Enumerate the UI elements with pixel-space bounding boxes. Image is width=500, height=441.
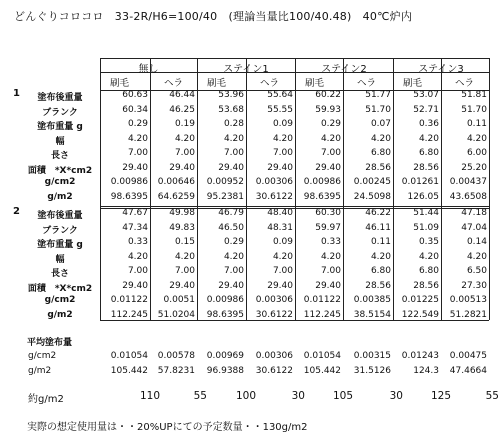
table-cell: 0.11 [466,119,487,129]
page-title: どんぐりコロコロ 33-2R/H6=100/40 (理論当量比100/40.48) 40℃炉内 [14,10,413,23]
table-cell: 48.40 [267,208,293,218]
condition-header: ステイン2 [321,64,367,75]
table-cell: 4.20 [370,133,391,144]
condition-header: ステイン3 [418,64,464,75]
table-cell: 60.63 [122,90,148,100]
table-cell: 47.18 [461,208,487,218]
table-cell: 0.01225 [401,295,439,305]
approx-cell: 105 [332,390,353,402]
table-cell: 0.00513 [449,295,487,305]
approx-row-label: 約g/m2 [28,394,64,405]
table-cell: 7.00 [272,266,293,276]
table-cell: 122.549 [401,309,439,320]
table-cell: 0.15 [174,237,195,247]
table-cell: 7.00 [272,148,293,158]
table-cell: 51.70 [365,104,391,115]
table-cell: 51.70 [461,104,487,115]
table-cell: 4.20 [466,251,487,262]
row-label: ブランク [42,225,78,236]
summary-cell: 96.9388 [206,366,244,376]
row-label: g/cm2 [44,177,76,187]
table-cell: 4.20 [370,251,391,262]
summary-cell: 105.442 [303,366,341,376]
table-cell: 59.93 [315,104,341,115]
brush-header: 刷毛 [403,78,423,89]
usage-note: 実際の想定使用量は・・20%UPにての予定数量・・130g/m2 [27,422,308,433]
table-cell: 38.5154 [353,309,391,320]
table-cell: 7.00 [223,148,244,158]
table-cell: 46.50 [218,222,244,233]
table-cell: 27.30 [461,280,487,291]
table-cell: 4.20 [174,133,195,144]
summary-cell: 57.8231 [157,366,195,376]
table-cell: 0.0051 [163,295,195,305]
brush-header: 刷毛 [207,78,227,89]
table-cell: 0.28 [223,119,244,129]
table-cell: 49.98 [169,208,195,218]
table-cell: 46.79 [218,208,244,218]
table-cell: 64.6259 [157,191,195,202]
table-cell: 4.20 [223,251,244,262]
table-cell: 24.5098 [353,191,391,202]
table-cell: 29.40 [169,280,195,291]
table-cell: 98.6395 [303,191,341,202]
table-cell: 30.6122 [255,191,293,202]
summary-cell: 124.3 [413,366,439,376]
table-cell: 4.20 [127,133,148,144]
table-cell: 0.00437 [449,177,487,187]
grid-line [100,320,489,321]
row-label: 面積 *X*cm2 [27,165,93,176]
table-cell: 0.00646 [157,177,195,187]
table-cell: 28.56 [365,162,391,173]
summary-row-label: g/cm2 [28,351,57,361]
summary-cell: 0.01054 [110,351,148,361]
table-cell: 98.6395 [206,309,244,320]
group-number: 1 [13,88,20,99]
approx-cell: 30 [291,390,305,402]
spatula-header: ヘラ [357,78,377,89]
table-cell: 6.80 [418,148,439,158]
table-cell: 0.01122 [303,295,341,305]
table-cell: 29.40 [218,280,244,291]
spatula-header: ヘラ [260,78,280,89]
table-cell: 29.40 [315,162,341,173]
table-cell: 46.11 [365,222,391,233]
summary-cell: 30.6122 [255,366,293,376]
summary-cell: 0.00475 [449,351,487,361]
table-cell: 0.11 [370,237,391,247]
summary-cell: 0.00306 [255,351,293,361]
table-cell: 4.20 [272,133,293,144]
table-cell: 0.33 [320,237,341,247]
table-cell: 0.33 [127,237,148,247]
approx-cell: 30 [389,390,403,402]
row-label: 塗布後重量 [37,93,83,103]
table-cell: 51.09 [413,222,439,233]
table-cell: 0.36 [418,119,439,129]
table-cell: 29.40 [267,162,293,173]
table-cell: 47.04 [461,222,487,233]
table-cell: 53.68 [218,104,244,115]
summary-cell: 0.00969 [206,351,244,361]
row-label: 面積 *X*cm2 [27,283,93,294]
row-label: 塗布後重量 [37,211,83,221]
table-cell: 30.6122 [255,309,293,320]
table-cell: 46.25 [169,104,195,115]
table-cell: 28.56 [413,280,439,291]
table-cell: 112.245 [303,309,341,320]
table-cell: 29.40 [169,162,195,173]
table-cell: 29.40 [315,280,341,291]
table-cell: 0.29 [320,119,341,129]
approx-cell: 55 [485,390,499,402]
table-cell: 4.20 [223,133,244,144]
summary-cell: 0.00578 [157,351,195,361]
table-cell: 29.40 [122,280,148,291]
table-cell: 48.31 [267,222,293,233]
table-cell: 59.97 [315,222,341,233]
table-cell: 0.00986 [303,177,341,187]
table-cell: 0.01261 [401,177,439,187]
table-cell: 47.67 [122,208,148,218]
table-cell: 4.20 [320,251,341,262]
brush-header: 刷毛 [305,78,325,89]
table-cell: 7.00 [127,148,148,158]
table-cell: 6.80 [370,148,391,158]
table-cell: 51.44 [413,208,439,218]
table-cell: 0.00952 [206,177,244,187]
table-cell: 0.00306 [255,295,293,305]
table-cell: 0.00986 [110,177,148,187]
table-cell: 51.0204 [157,309,195,320]
table-cell: 4.20 [272,251,293,262]
table-cell: 60.30 [315,208,341,218]
summary-row-label: g/m2 [28,366,52,376]
table-cell: 28.56 [365,280,391,291]
row-label: 幅 [55,136,65,147]
summary-cell: 0.00315 [353,351,391,361]
row-label: g/m2 [47,191,73,202]
table-cell: 7.00 [174,266,195,276]
summary-cell: 0.01054 [303,351,341,361]
table-cell: 4.20 [320,133,341,144]
table-cell: 46.22 [365,208,391,218]
table-cell: 60.22 [315,90,341,100]
summary-cell: 47.4664 [449,366,487,376]
table-cell: 4.20 [466,133,487,144]
table-cell: 0.09 [272,119,293,129]
table-cell: 29.40 [122,162,148,173]
table-cell: 126.05 [407,191,439,202]
table-cell: 0.35 [418,237,439,247]
table-cell: 0.19 [174,119,195,129]
table-cell: 6.50 [466,266,487,276]
table-cell: 49.83 [169,222,195,233]
table-cell: 55.64 [267,90,293,100]
table-cell: 43.6508 [449,191,487,202]
table-cell: 0.29 [223,237,244,247]
table-cell: 51.77 [365,90,391,100]
table-cell: 95.2381 [206,191,244,202]
table-cell: 51.2821 [449,309,487,320]
row-label: 塗布重量 g [37,122,83,132]
table-cell: 51.81 [461,90,487,100]
row-label: 幅 [55,254,65,265]
table-cell: 52.71 [413,104,439,115]
approx-cell: 55 [193,390,207,402]
spatula-header: ヘラ [164,78,184,89]
row-label: ブランク [42,107,78,118]
table-cell: 4.20 [418,133,439,144]
table-cell: 6.80 [418,266,439,276]
table-cell: 7.00 [127,266,148,276]
table-cell: 98.6395 [110,191,148,202]
table-cell: 4.20 [127,251,148,262]
table-cell: 6.00 [466,148,487,158]
table-cell: 60.34 [122,104,148,115]
brush-header: 刷毛 [110,78,130,89]
table-cell: 4.20 [174,251,195,262]
table-cell: 6.80 [370,266,391,276]
summary-title: 平均塗布量 [27,338,73,348]
row-label: 長さ [50,151,69,161]
summary-cell: 31.5126 [353,366,391,376]
table-cell: 0.00385 [353,295,391,305]
row-label: 塗布重量 g [37,240,83,250]
spatula-header: ヘラ [455,78,475,89]
row-label: g/m2 [47,309,73,320]
approx-cell: 125 [430,390,451,402]
table-cell: 4.20 [418,251,439,262]
condition-header: ステイン1 [223,64,269,75]
table-cell: 46.44 [169,90,195,100]
row-label: g/cm2 [44,295,76,305]
grid-line [489,58,490,320]
table-cell: 0.00306 [255,177,293,187]
table-cell: 7.00 [223,266,244,276]
table-cell: 0.14 [466,237,487,247]
row-label: 長さ [50,269,69,279]
table-cell: 7.00 [320,148,341,158]
table-cell: 0.00245 [353,177,391,187]
table-cell: 53.07 [413,90,439,100]
table-cell: 29.40 [267,280,293,291]
approx-cell: 110 [139,390,160,402]
table-cell: 7.00 [174,148,195,158]
table-cell: 0.01122 [110,295,148,305]
table-cell: 0.09 [272,237,293,247]
condition-header: 無し [138,64,159,75]
table-cell: 53.96 [218,90,244,100]
summary-cell: 105.442 [110,366,148,376]
table-cell: 28.56 [413,162,439,173]
summary-cell: 0.01243 [401,351,439,361]
table-cell: 25.20 [461,162,487,173]
table-cell: 55.55 [267,104,293,115]
table-cell: 0.07 [370,119,391,129]
table-cell: 112.245 [110,309,148,320]
table-cell: 29.40 [218,162,244,173]
group-number: 2 [13,206,20,217]
table-cell: 0.00986 [206,295,244,305]
table-cell: 7.00 [320,266,341,276]
table-cell: 47.34 [122,222,148,233]
approx-cell: 100 [235,390,256,402]
table-cell: 0.29 [127,119,148,129]
